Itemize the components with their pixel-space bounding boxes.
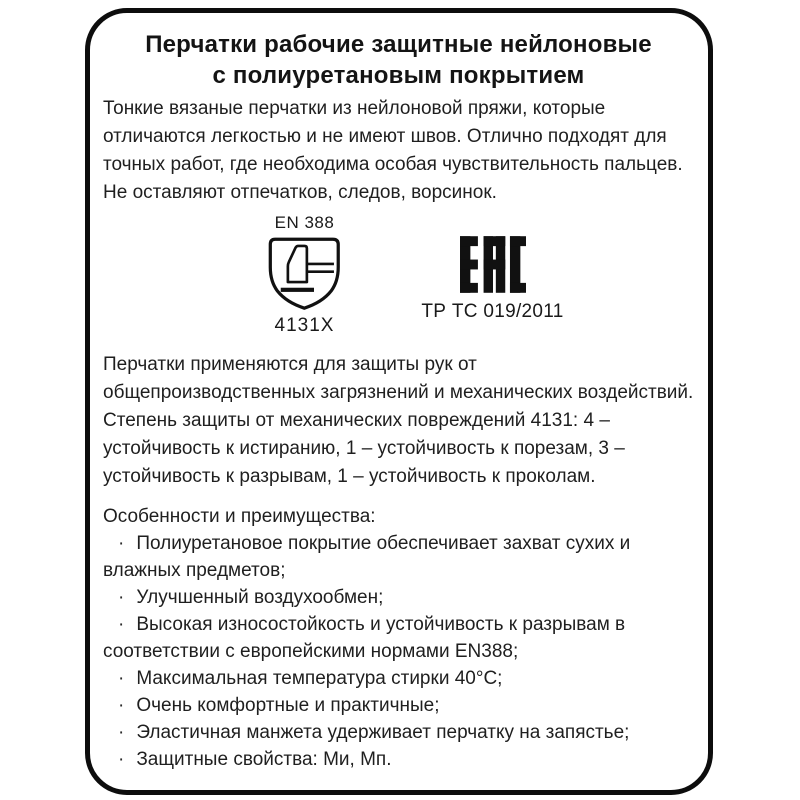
en388-shield-hammer-icon bbox=[266, 235, 343, 311]
eac-certification bbox=[413, 236, 573, 323]
bullet-dot: · bbox=[118, 668, 125, 689]
certifications-row bbox=[123, 213, 694, 337]
product-title-line2: с полиуретановым покрытием bbox=[212, 62, 585, 89]
feature-item-text: Очень комфортные и практичные; bbox=[136, 695, 440, 716]
en388-standard-label: EN 388 bbox=[274, 213, 335, 232]
feature-item bbox=[103, 611, 694, 665]
feature-item-text: Полиуретановое покрытие обеспечивает захват сухих и влажных предметов; bbox=[103, 533, 631, 581]
bullet-dot: · bbox=[118, 722, 125, 743]
feature-item-text: Высокая износостойкость и устойчивость к разрывам в соответствии с европейскими нормами EN388; bbox=[103, 614, 626, 662]
feature-item bbox=[103, 584, 694, 611]
feature-item-text: Улучшенный воздухообмен; bbox=[136, 587, 384, 608]
feature-item-text: Максимальная температура стирки 40°С; bbox=[136, 668, 503, 689]
feature-item bbox=[103, 746, 694, 773]
feature-item bbox=[103, 692, 694, 719]
eac-mark-icon bbox=[460, 236, 526, 293]
bullet-dot: · bbox=[118, 614, 125, 635]
application-paragraph: Перчатки применяются для защиты рук от общепроизводственных загрязнений и механических воздействий. Степень защиты от механических повреждений 4131: 4 – устойчивость к истиранию, 1 – устойчивость к порезам, 3 – устойчивость к разрывам, 1 – устойчивость к проколам. bbox=[103, 354, 694, 487]
product-title-line1: Перчатки рабочие защитные нейлоновые bbox=[145, 31, 652, 58]
eac-regulation-label: ТР ТС 019/2011 bbox=[421, 301, 564, 322]
bullet-dot: · bbox=[118, 695, 125, 716]
product-title bbox=[103, 29, 694, 91]
feature-item bbox=[103, 719, 694, 746]
feature-item-text: Эластичная манжета удерживает перчатку на запястье; bbox=[136, 722, 630, 743]
features-heading: Особенности и преимущества: bbox=[103, 506, 376, 527]
bullet-dot: · bbox=[118, 749, 125, 770]
feature-item bbox=[103, 530, 694, 584]
bullet-dot: · bbox=[118, 587, 125, 608]
bullet-dot: · bbox=[118, 533, 125, 554]
features-section bbox=[103, 503, 694, 773]
feature-item-text: Защитные свойства: Ми, Мп. bbox=[136, 749, 392, 770]
feature-item bbox=[103, 665, 694, 692]
intro-paragraph: Тонкие вязаные перчатки из нейлоновой пряжи, которые отличаются легкостью и не имеют швов. Отлично подходят для точных работ, где необходима особая чувствительность пальцев. Не оставляют отпечатков, следов, ворсинок. bbox=[103, 98, 683, 203]
en388-rating-code: 4131X bbox=[274, 315, 335, 336]
product-description-card bbox=[85, 8, 713, 795]
en388-certification bbox=[245, 213, 365, 337]
